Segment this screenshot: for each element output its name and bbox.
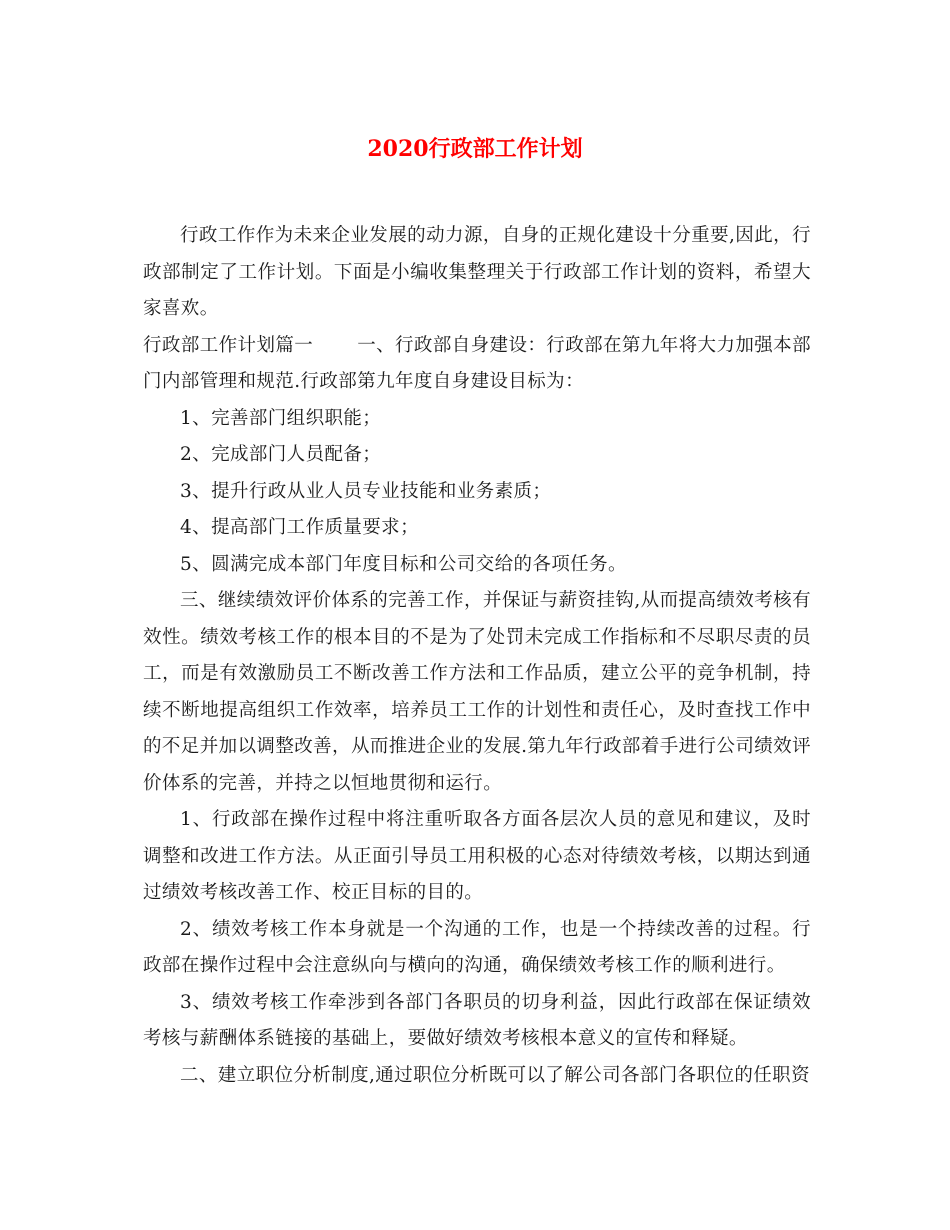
part2-paragraph: 二、建立职位分析制度,通过职位分析既可以了解公司各部门各职位的任职资: [180, 1064, 810, 1086]
goal-item: 4、提高部门工作质量要求；: [180, 517, 419, 538]
goal-item: 2、完成部门人员配备；: [180, 444, 382, 465]
part3-item: 3、绩效考核工作牵涉到各部门各职员的切身利益，因此行政部在保证绩效考核与薪酬体系链接的基础上，要做好绩效考核根本意义的宣传和释疑。: [143, 991, 811, 1049]
part3-item: 2、绩效考核工作本身就是一个沟通的工作，也是一个持续改善的过程。行政部在操作过程中会注意纵向与横向的沟通，确保绩效考核工作的顺利进行。: [143, 918, 811, 976]
goal-item: 1、完善部门组织职能；: [180, 407, 382, 429]
part3-paragraph: 三、继续绩效评价体系的完善工作，并保证与薪资挂钩,从而提高绩效考核有效性。绩效考核工作的根本目的不是为了处罚未完成工作指标和不尽职尽责的员工，而是有效激励员工不断改善工作方法和工作品质，建立公平的竞争机制，持续不断地提高组织工作效率，培养员工工作的计划性和责任心，及时查找工作中的不足并加以调整改善，从而推进企业的发展.第九年行政部着手进行公司绩效评价体系的完善，并持之以恒地贯彻和运行。: [143, 590, 811, 794]
document-title: 2020行政部工作计划: [367, 136, 583, 162]
goal-item: 3、提升行政从业人员专业技能和业务素质；: [180, 480, 552, 502]
document-body: [143, 218, 811, 1094]
section-intro: 一、行政部自身建设：行政部在第九年将大力加强本部门内部管理和规范.行政部第九年度自身建设目标为：: [143, 334, 811, 392]
section-paragraph: [143, 328, 811, 401]
intro-paragraph: 行政工作作为未来企业发展的动力源，自身的正规化建设十分重要,因此，行政部制定了工作计划。下面是小编收集整理关于行政部工作计划的资料，希望大家喜欢。: [143, 225, 811, 319]
part3-item: 1、行政部在操作过程中将注重听取各方面各层次人员的意见和建议，及时调整和改进工作方法。从正面引导员工用积极的心态对待绩效考核，以期达到通过绩效考核改善工作、校正目标的目的。: [143, 809, 811, 903]
goal-item: 5、圆满完成本部门年度目标和公司交给的各项任务。: [180, 553, 627, 575]
section-label: 行政部工作计划篇一: [143, 334, 314, 356]
